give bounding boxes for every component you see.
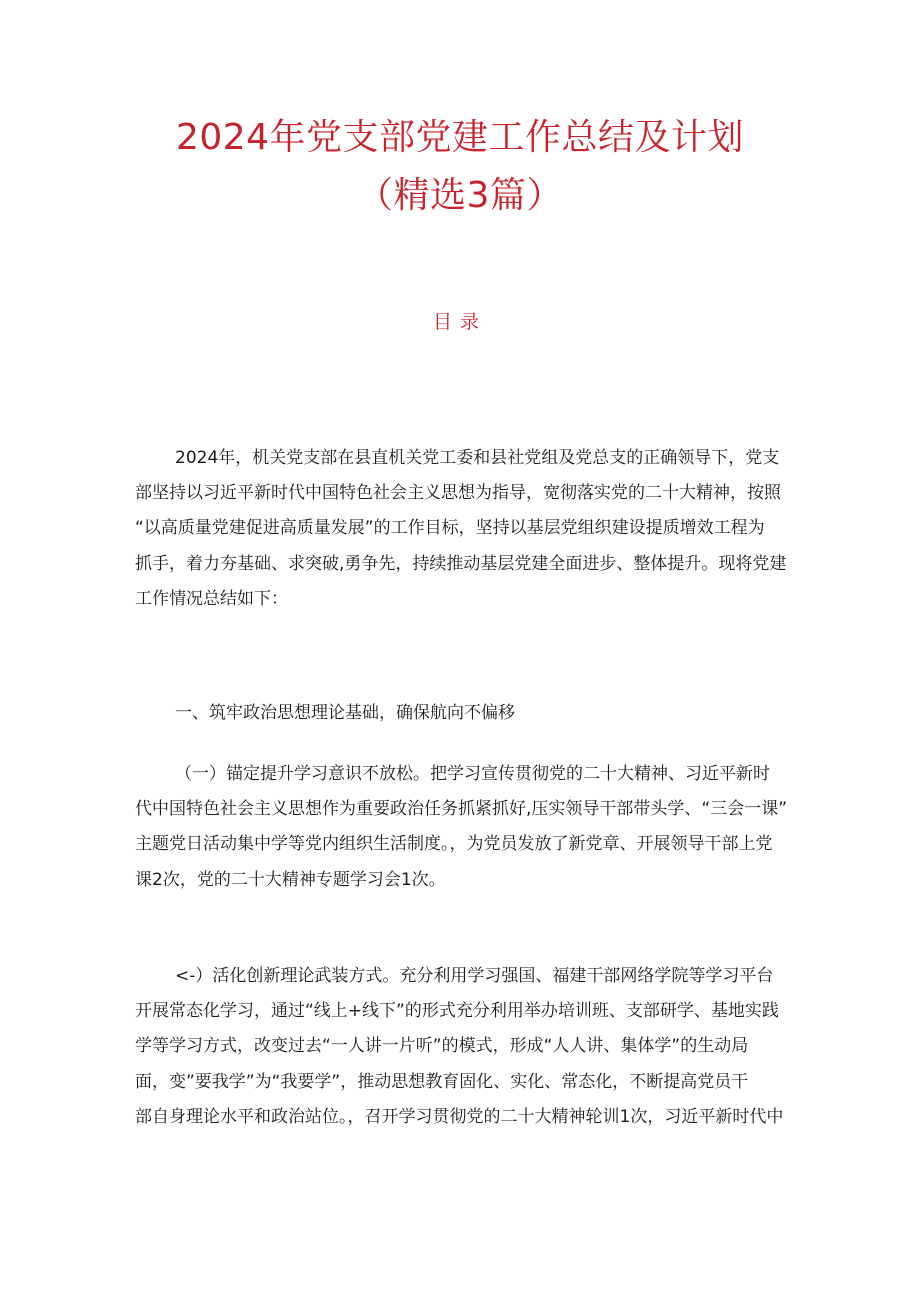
heading-line: 一、筑牢政治思想理论基础，确保航向不偏移 xyxy=(175,703,515,723)
paragraph-line: 2024年，机关党支部在县直机关党工委和县社党组及党总支的正确领导下，党支 xyxy=(175,448,780,468)
paragraph-line: 代中国特色社会主义思想作为重要政治任务抓紧抓好,压实领导干部带头学、“三会一课” xyxy=(135,799,788,820)
document-title: 2024年党支部党建工作总结及计划 xyxy=(175,117,745,158)
section-heading-1 xyxy=(135,696,785,731)
document-subtitle: （精选3篇） xyxy=(357,175,563,216)
paragraph-line: “以高质量党建促进高质量发展”的工作目标，坚持以基层党组织建设提质增效工程为 xyxy=(135,518,765,539)
paragraph-line: 学等学习方式，改变过去“一人讲一片听”的模式，形成“人人讲、集体学”的生动局 xyxy=(135,1036,749,1057)
paragraph-line: 抓手，着力夯基础、求突破,勇争先，持续推动基层党建全面进步、整体提升。现将党建 xyxy=(135,553,787,574)
paragraph-line: 部坚持以习近平新时代中国特色社会主义思想为指导，宽彻落实党的二十大精神，按照 xyxy=(135,483,781,504)
paragraph-line: 工作情况总结如下： xyxy=(135,588,288,609)
intro-paragraph xyxy=(135,441,785,617)
paragraph-line: 课2次，党的二十大精神专题学习会1次。 xyxy=(135,869,446,890)
subsection-1-paragraph xyxy=(135,757,788,898)
subsection-2-paragraph xyxy=(135,959,785,1135)
paragraph-line: （一）锚定提升学习意识不放松。把学习宣传贯彻党的二十大精神、习近平新时 xyxy=(175,764,770,784)
paragraph-line: <-）活化创新理论武装方式。充分利用学习强国、福建干部网络学院等学习平台 xyxy=(175,966,774,986)
paragraph-line: 主题党日活动集中学等党内组织生活制度。，为党员发放了新党章、开展领导干部上党 xyxy=(135,834,773,855)
paragraph-line: 面，变”要我学”为“我要学”，推动思想教育固化、实化、常态化，不断提高党员干 xyxy=(135,1071,749,1092)
paragraph-line: 开展常态化学习，通过“线上+线下”的形式充分利用举办培训班、支部研学、基地实践 xyxy=(135,1001,779,1022)
paragraph-line: 部自身理论水平和政治站位。，召开学习贯彻党的二十大精神轮训1次，习近平新时代中 xyxy=(135,1106,784,1127)
toc-heading: 目录 xyxy=(432,311,487,333)
